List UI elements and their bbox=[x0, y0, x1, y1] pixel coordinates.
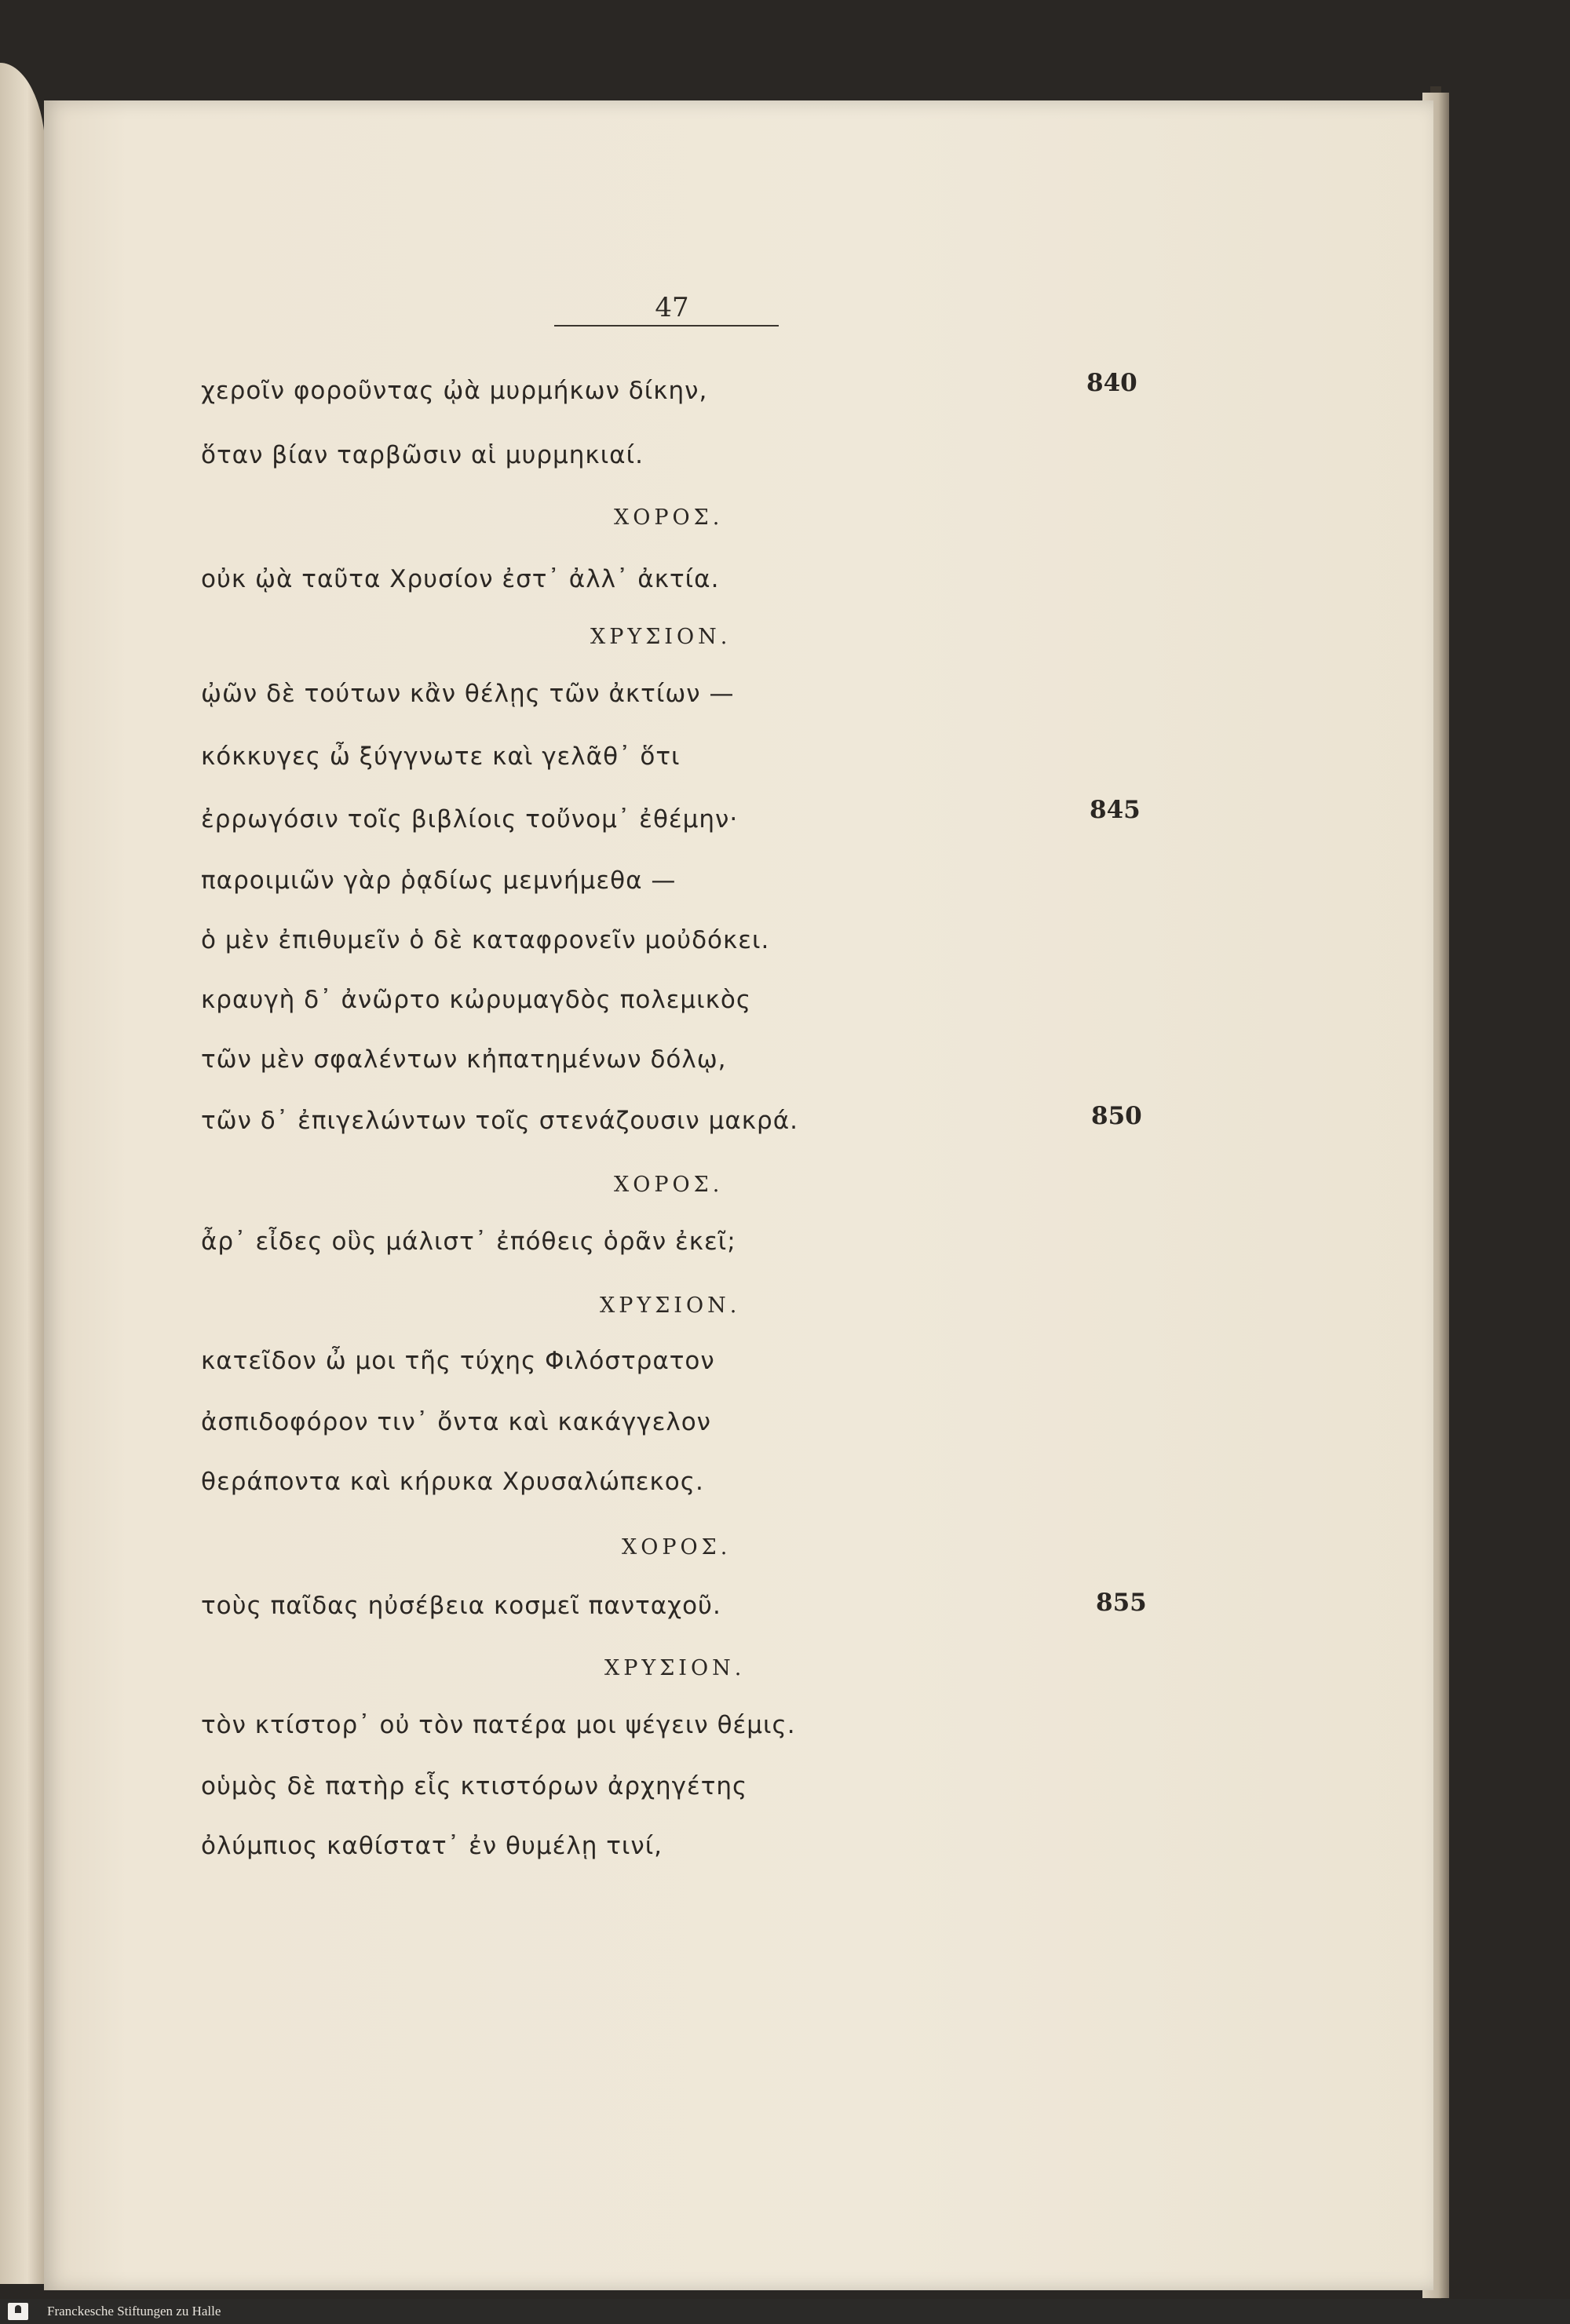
page-number: 47 bbox=[655, 292, 689, 323]
line-number: 850 bbox=[1091, 1102, 1142, 1130]
line-number: 840 bbox=[1086, 369, 1137, 397]
verse-line: τοὺς παῖδας ηὐσέβεια κοσμεῖ πανταχοῦ. bbox=[201, 1592, 721, 1620]
speaker-heading: ΧΟΡΟΣ. bbox=[614, 1173, 724, 1197]
verse-line: παροιμιῶν γὰρ ῥᾳδίως μεμνήμεθα — bbox=[201, 866, 677, 895]
verse-line: τῶν δ᾽ ἐπιγελώντων τοῖς στενάζουσιν μακρά. bbox=[201, 1107, 798, 1135]
header-rule bbox=[554, 325, 779, 327]
speaker-heading: ΧΡΥΣΙΟΝ. bbox=[604, 1656, 746, 1680]
institution-logo-icon bbox=[8, 2303, 28, 2320]
verse-line: κραυγὴ δ᾽ ἀνῶρτο κὠρυμαγδὸς πολεμικὸς bbox=[201, 986, 752, 1014]
speaker-heading: ΧΡΥΣΙΟΝ. bbox=[600, 1293, 741, 1318]
speaker-heading: ΧΡΥΣΙΟΝ. bbox=[590, 625, 732, 649]
line-number: 855 bbox=[1096, 1589, 1147, 1617]
footer-bar bbox=[0, 2299, 1570, 2324]
verse-line: ὁ μὲν ἐπιθυμεῖν ὁ δὲ καταφρονεῖν μοὐδόκει. bbox=[201, 926, 770, 954]
verse-line: ᾠῶν δὲ τούτων κἂν θέλῃς τῶν ἀκτίων — bbox=[201, 680, 735, 708]
verse-line: ἆρ᾽ εἶδες οὓς μάλιστ᾽ ἐπόθεις ὁρᾶν ἐκεῖ; bbox=[201, 1228, 736, 1256]
speaker-heading: ΧΟΡΟΣ. bbox=[614, 505, 724, 530]
verse-line: κόκκυγες ὦ ξύγγνωτε καὶ γελᾶθ᾽ ὅτι bbox=[201, 742, 681, 771]
verse-line: χεροῖν φοροῦντας ᾠὰ μυρμήκων δίκην, bbox=[201, 377, 708, 405]
facing-page-edge bbox=[0, 63, 46, 2284]
line-number: 845 bbox=[1090, 796, 1141, 824]
speaker-heading: ΧΟΡΟΣ. bbox=[622, 1535, 732, 1560]
verse-line: οὐκ ᾠὰ ταῦτα Χρυσίον ἐστ᾽ ἀλλ᾽ ἀκτία. bbox=[201, 565, 720, 593]
verse-line: οὑμὸς δὲ πατὴρ εἷς κτιστόρων ἀρχηγέτης bbox=[201, 1772, 748, 1800]
verse-line: ἐρρωγόσιν τοῖς βιβλίοις τοὔνομ᾽ ἐθέμην· bbox=[201, 805, 739, 834]
verse-line: ὀλύμπιος καθίστατ᾽ ἐν θυμέλῃ τινί, bbox=[201, 1832, 663, 1860]
verse-line: τὸν κτίστορ᾽ οὐ τὸν πατέρα μοι ψέγειν θέμις. bbox=[201, 1711, 796, 1739]
footer-credit: Franckesche Stiftungen zu Halle bbox=[47, 2304, 221, 2319]
verse-line: ἀσπιδοφόρον τιν᾽ ὄντα καὶ κακάγγελον bbox=[201, 1408, 711, 1436]
verse-line: θεράποντα καὶ κήρυκα Χρυσαλώπεκος. bbox=[201, 1468, 704, 1496]
verse-line: ὅταν βίαν ταρβῶσιν αἱ μυρμηκιαί. bbox=[201, 441, 644, 469]
book-page bbox=[44, 100, 1433, 2290]
verse-line: κατεῖδον ὦ μοι τῆς τύχης Φιλόστρατον bbox=[201, 1347, 715, 1375]
verse-line: τῶν μὲν σφαλέντων κἠπατημένων δόλῳ, bbox=[201, 1045, 727, 1074]
